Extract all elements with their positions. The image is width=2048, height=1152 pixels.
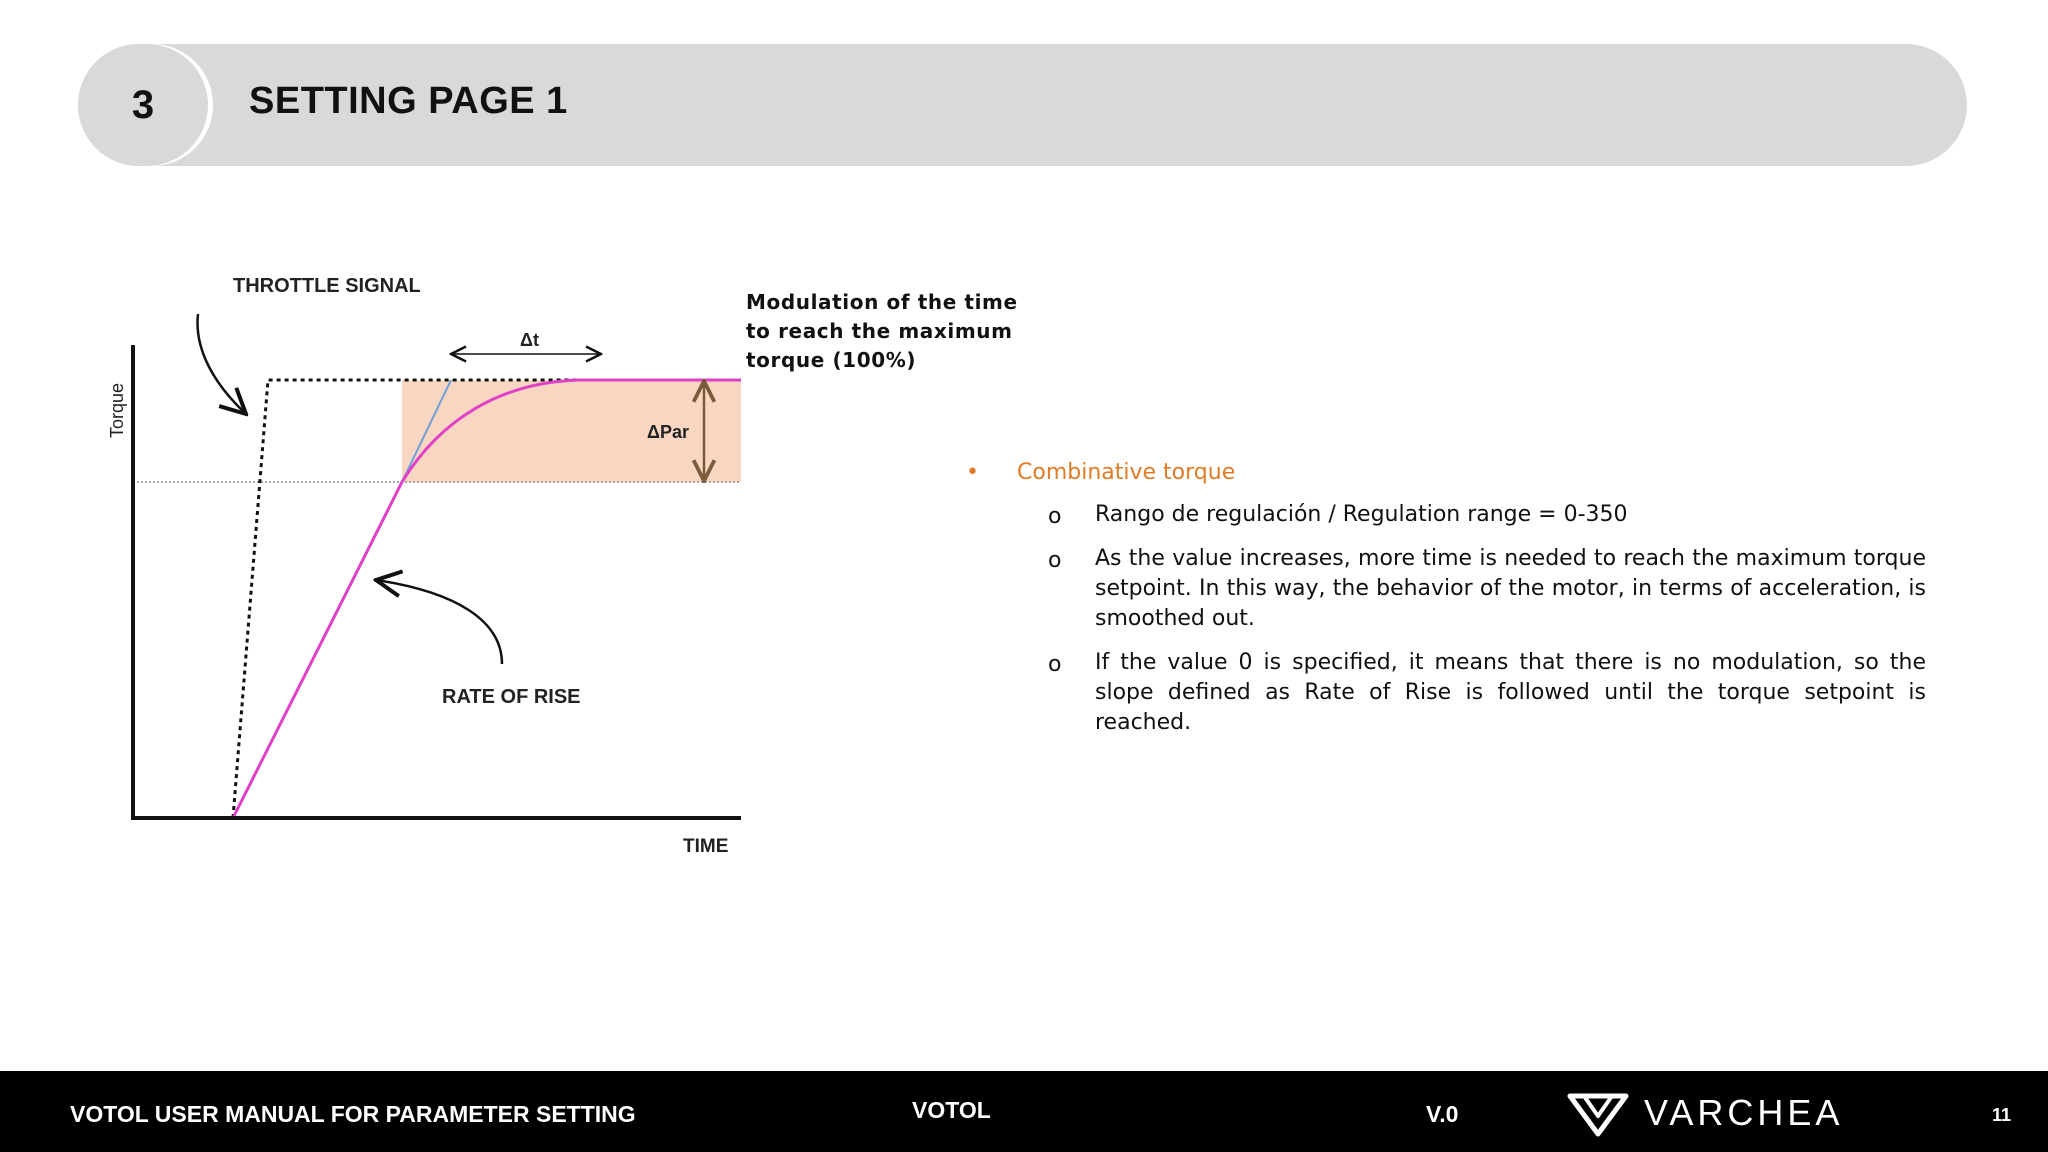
- bullet-text: Combinative torque: [1017, 460, 1236, 485]
- delta-par-label: ΔPar: [647, 422, 689, 442]
- sub-item-increase: [966, 544, 1926, 634]
- page-number: 11: [1992, 1105, 2012, 1125]
- varchea-logo: [1566, 1087, 1843, 1139]
- page-title: SETTING PAGE 1: [249, 80, 568, 122]
- throttle-arrow: [198, 314, 246, 414]
- bullet-combinative-torque: [966, 458, 1926, 488]
- bullet-dot: •: [966, 460, 979, 485]
- x-axis-label: TIME: [683, 836, 729, 857]
- diamond-logo-icon: [1566, 1088, 1630, 1138]
- sub-item-range: [966, 500, 1926, 530]
- rate-arrow: [376, 580, 502, 664]
- y-axis-label: Torque: [107, 382, 127, 438]
- rate-of-rise-label: RATE OF RISE: [442, 686, 581, 708]
- sub-item-text: As the value increases, more time is needed to reach the maximum torque setpoint. In this way, the behavior of the motor, in terms of acceleration, is smoothed out.: [1095, 546, 1926, 631]
- sub-bullet-icon: o: [1048, 548, 1062, 573]
- sub-bullet-icon: o: [1048, 504, 1062, 529]
- footer-brand: VOTOL: [912, 1097, 991, 1123]
- logo-text: VARCHEA: [1644, 1092, 1844, 1133]
- throttle-signal-label: THROTTLE SIGNAL: [233, 275, 421, 297]
- content-list: [966, 458, 1926, 752]
- sub-bullet-icon: o: [1048, 652, 1062, 677]
- sub-item-text: Rango de regulación / Regulation range = 0-350: [1095, 502, 1628, 527]
- footer-manual-title: VOTOL USER MANUAL FOR PARAMETER SETTING: [70, 1101, 636, 1127]
- sub-item-text: If the value 0 is specified, it means that there is no modulation, so the slope defined as Rate of Rise is followed until the torque setpoint is reached.: [1095, 650, 1926, 735]
- footer-version: V.0: [1426, 1101, 1459, 1127]
- section-number: 3: [78, 44, 208, 166]
- delta-par-region: [402, 380, 741, 482]
- torque-diagram: [0, 0, 1040, 880]
- sub-list: [966, 500, 1926, 738]
- footer: [0, 1071, 2048, 1152]
- delta-t-label: Δt: [520, 330, 539, 350]
- sub-item-zero: [966, 648, 1926, 738]
- modulation-note: Modulation of the time to reach the maximum torque (100%): [746, 290, 1018, 372]
